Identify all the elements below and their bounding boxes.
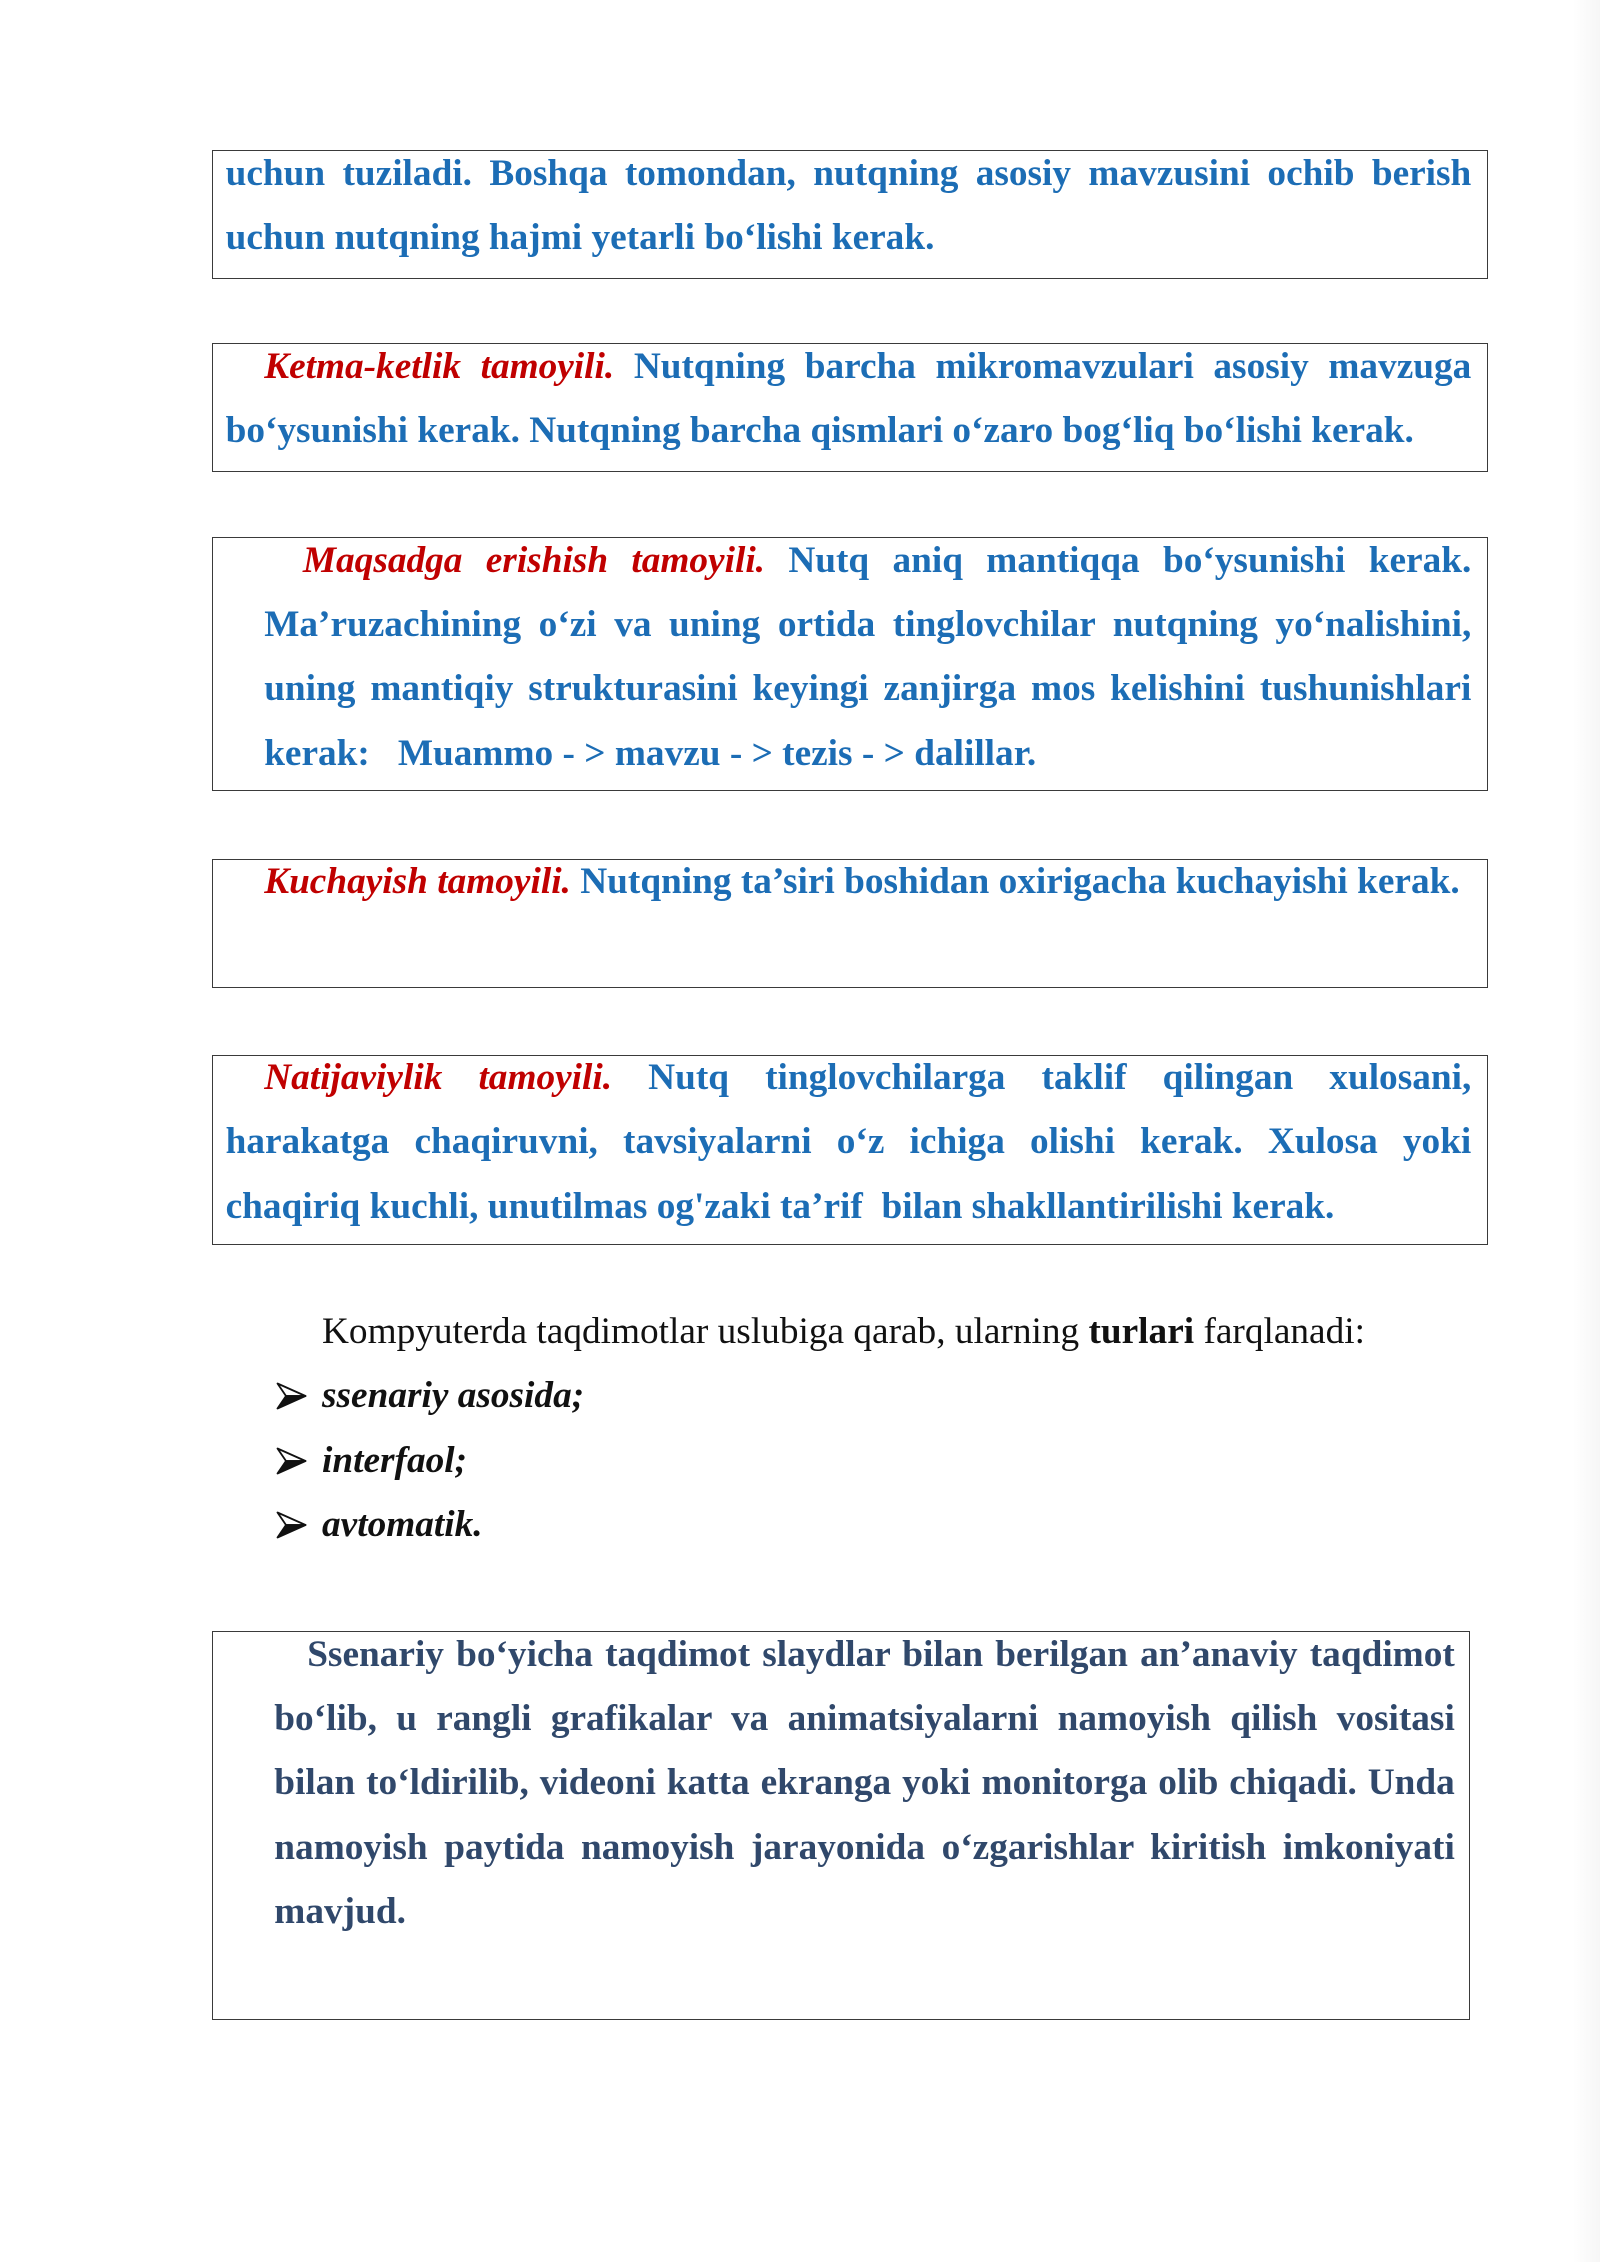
text-line: namoyish paytida namoyish jarayonida o‘zgarishlar kiritish imkoniyati xyxy=(274,1826,1455,1868)
text-box-nutq-hajmi xyxy=(212,150,1488,279)
arrowhead-bullet-icon xyxy=(276,1511,307,1539)
type-label: avtomatik. xyxy=(322,1503,483,1545)
presentation-types-list xyxy=(276,1374,584,1567)
arrowhead-bullet-icon xyxy=(276,1382,307,1410)
list-item xyxy=(276,1503,584,1567)
principle-text: Nutq aniq mantiqqa bo‘ysunishi kerak. xyxy=(788,539,1472,581)
principle-text: Nutqning ta’siri boshidan oxirigacha kuchayishi kerak. xyxy=(580,861,1460,902)
text-line: bo‘ysunishi kerak. Nutqning barcha qismlari o‘zaro bog‘liq bo‘lishi kerak. xyxy=(225,409,1414,451)
type-label: interfaol; xyxy=(322,1439,468,1481)
principle-text: Nutq tinglovchilarga taklif qilingan xulosani, xyxy=(648,1057,1472,1098)
principle-heading: Kuchayish tamoyili. xyxy=(264,861,571,902)
list-item xyxy=(276,1439,584,1503)
text-line: kerak: Muammo - > mavzu - > tezis - > dalillar. xyxy=(264,732,1037,774)
principle-heading: Natijaviylik tamoyili. xyxy=(264,1057,613,1098)
text-line xyxy=(264,539,1471,603)
types-intro-paragraph xyxy=(322,1310,1365,1354)
text-line: chaqiriq kuchli, unutilmas og'zaki ta’rif bilan shakllantirilishi kerak. xyxy=(225,1185,1335,1227)
text-line xyxy=(226,1056,1472,1120)
text-box-ssenariy xyxy=(212,1631,1470,2020)
text-line: bilan to‘ldirilib, videoni katta ekranga yoki monitorga olib chiqadi. Unda xyxy=(274,1762,1455,1804)
text-box-natijaviylik xyxy=(212,1055,1488,1245)
list-item xyxy=(276,1374,584,1438)
intro-text: Kompyuterda taqdimotlar uslubiga qarab, ularning xyxy=(322,1310,1089,1352)
text-line xyxy=(226,860,1472,924)
principle-heading: Ketma-ketlik tamoyili. xyxy=(264,345,615,387)
text-line: uchun tuziladi. Boshqa tomondan, nutqning asosiy mavzusini ochib berish xyxy=(225,152,1472,194)
intro-bold-term: turlari xyxy=(1088,1310,1195,1352)
type-label: ssenariy asosida; xyxy=(322,1375,585,1417)
text-box-ketma-ketlik xyxy=(212,343,1488,472)
text-line: Ma’ruzachining o‘zi va uning ortida tinglovchilar nutqning yo‘nalishini, xyxy=(264,603,1472,645)
text-box-kuchayish xyxy=(212,859,1488,988)
text-line: harakatga chaqiruvni, tavsiyalarni o‘z ichiga olishi kerak. Xulosa yoki xyxy=(225,1121,1472,1163)
text-line: bo‘lib, u rangli grafikalar va animatsiyalarni namoyish qilish vositasi xyxy=(274,1697,1455,1739)
intro-text: farqlanadi: xyxy=(1194,1310,1365,1352)
text-line: Ssenariy bo‘yicha taqdimot slaydlar bilan berilgan an’anaviy taqdimot xyxy=(307,1633,1455,1675)
text-line xyxy=(226,345,1472,409)
text-line: uchun nutqning hajmi yetarli bo‘lishi kerak. xyxy=(225,216,935,258)
page-edge-shadow xyxy=(1572,0,1600,2262)
arrowhead-bullet-icon xyxy=(276,1447,307,1475)
principle-text: Nutqning barcha mikromavzulari asosiy mavzuga xyxy=(633,345,1472,387)
principle-heading: Maqsadga erishish tamoyili. xyxy=(302,539,766,581)
text-box-maqsadga-erishish xyxy=(212,537,1488,791)
text-line: uning mantiqiy strukturasini keyingi zanjirga mos kelishini tushunishlari xyxy=(264,668,1472,710)
text-line: mavjud. xyxy=(274,1891,406,1933)
